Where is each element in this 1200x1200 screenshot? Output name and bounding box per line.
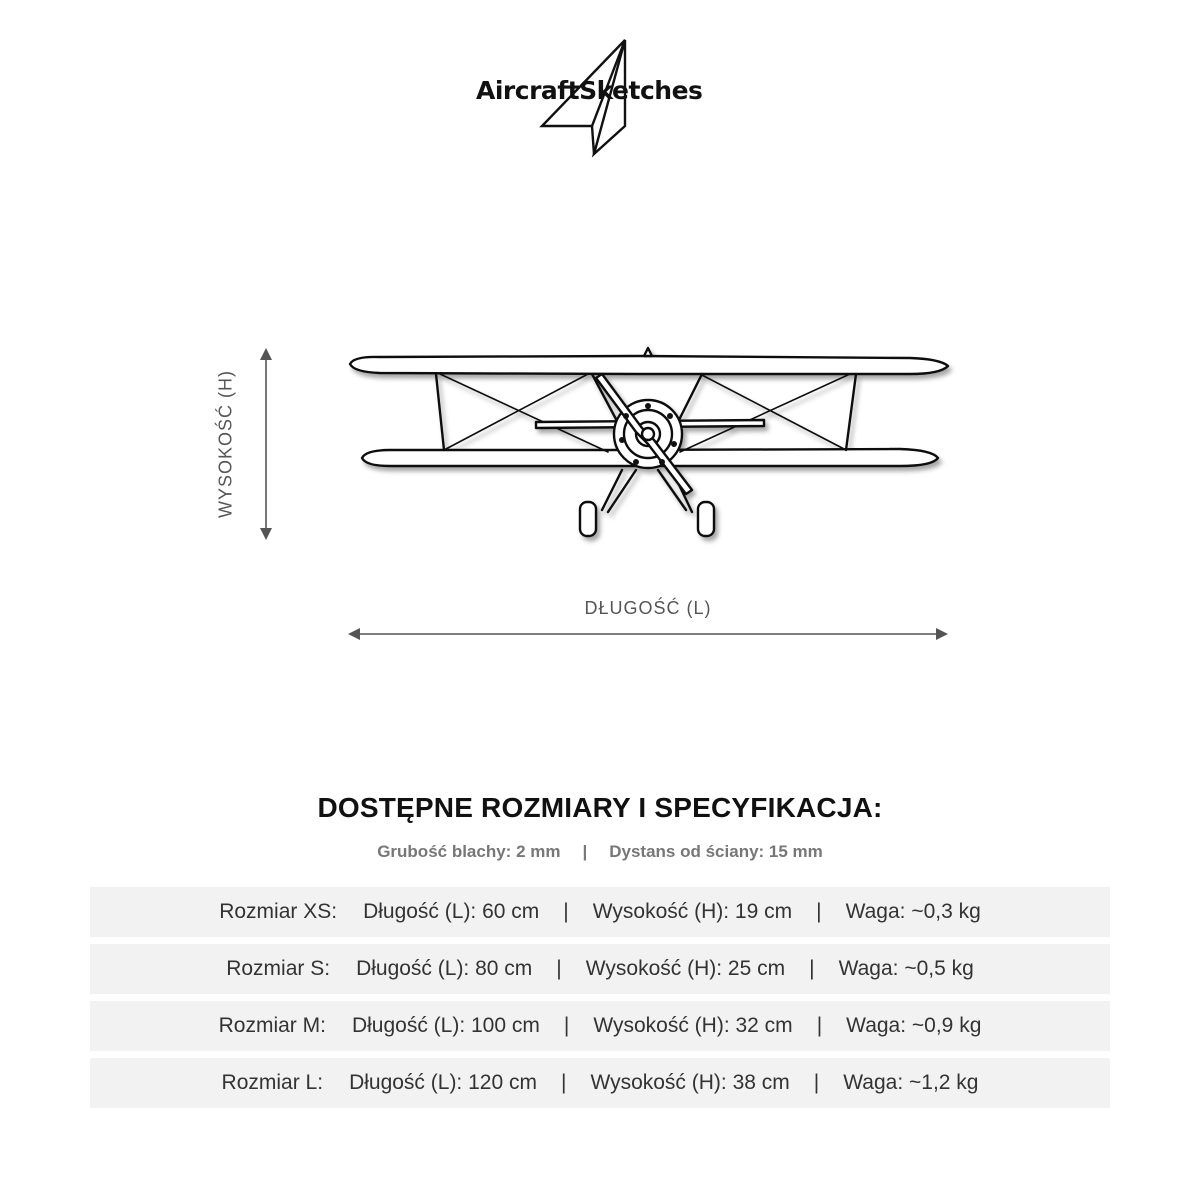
- size-weight: Waga: ~0,5 kg: [838, 957, 974, 980]
- size-name: Rozmiar S:: [226, 957, 331, 980]
- size-length: Długość (L): 80 cm: [356, 957, 533, 980]
- distance-spec: Dystans od ściany: 15 mm: [609, 842, 823, 861]
- table-row: [90, 1058, 1110, 1108]
- size-name: Rozmiar M:: [218, 1014, 326, 1037]
- size-weight: Waga: ~0,9 kg: [846, 1014, 982, 1037]
- size-weight: Waga: ~1,2 kg: [843, 1071, 979, 1094]
- size-height: Wysokość (H): 32 cm: [593, 1014, 793, 1037]
- thickness-spec: Grubość blachy: 2 mm: [377, 842, 561, 861]
- size-length: Długość (L): 60 cm: [363, 900, 540, 923]
- table-row: [90, 944, 1110, 994]
- row-separator: |: [816, 900, 822, 923]
- brand-logo: [470, 36, 730, 161]
- row-separator: |: [563, 900, 569, 923]
- biplane-front-view-icon: [340, 340, 960, 560]
- row-separator: |: [813, 1071, 820, 1094]
- length-label: DŁUGOŚĆ (L): [584, 598, 712, 618]
- size-length: Długość (L): 120 cm: [349, 1071, 537, 1094]
- length-dimension-arrow: [346, 624, 950, 644]
- specs-separator: |: [582, 842, 588, 861]
- size-name: Rozmiar L:: [221, 1071, 324, 1094]
- specs-line: [0, 842, 1200, 862]
- size-weight: Waga: ~0,3 kg: [845, 900, 981, 923]
- sizes-table: [90, 887, 1110, 1115]
- table-row: [90, 887, 1110, 937]
- size-height: Wysokość (H): 38 cm: [590, 1071, 790, 1094]
- table-row: [90, 1001, 1110, 1051]
- row-separator: |: [816, 1014, 823, 1037]
- size-name: Rozmiar XS:: [219, 900, 338, 923]
- sizes-title: DOSTĘPNE ROZMIARY I SPECYFIKACJA:: [317, 792, 883, 823]
- row-separator: |: [563, 1014, 570, 1037]
- row-separator: |: [556, 957, 562, 980]
- height-label: WYSOKOŚĆ (H): [215, 369, 236, 519]
- size-length: Długość (L): 100 cm: [351, 1014, 540, 1037]
- size-height: Wysokość (H): 19 cm: [592, 900, 793, 923]
- row-separator: |: [809, 957, 815, 980]
- brand-logo-text: AircraftSketches: [476, 76, 703, 105]
- height-dimension-arrow: [256, 346, 276, 542]
- size-height: Wysokość (H): 25 cm: [585, 957, 786, 980]
- row-separator: |: [560, 1071, 567, 1094]
